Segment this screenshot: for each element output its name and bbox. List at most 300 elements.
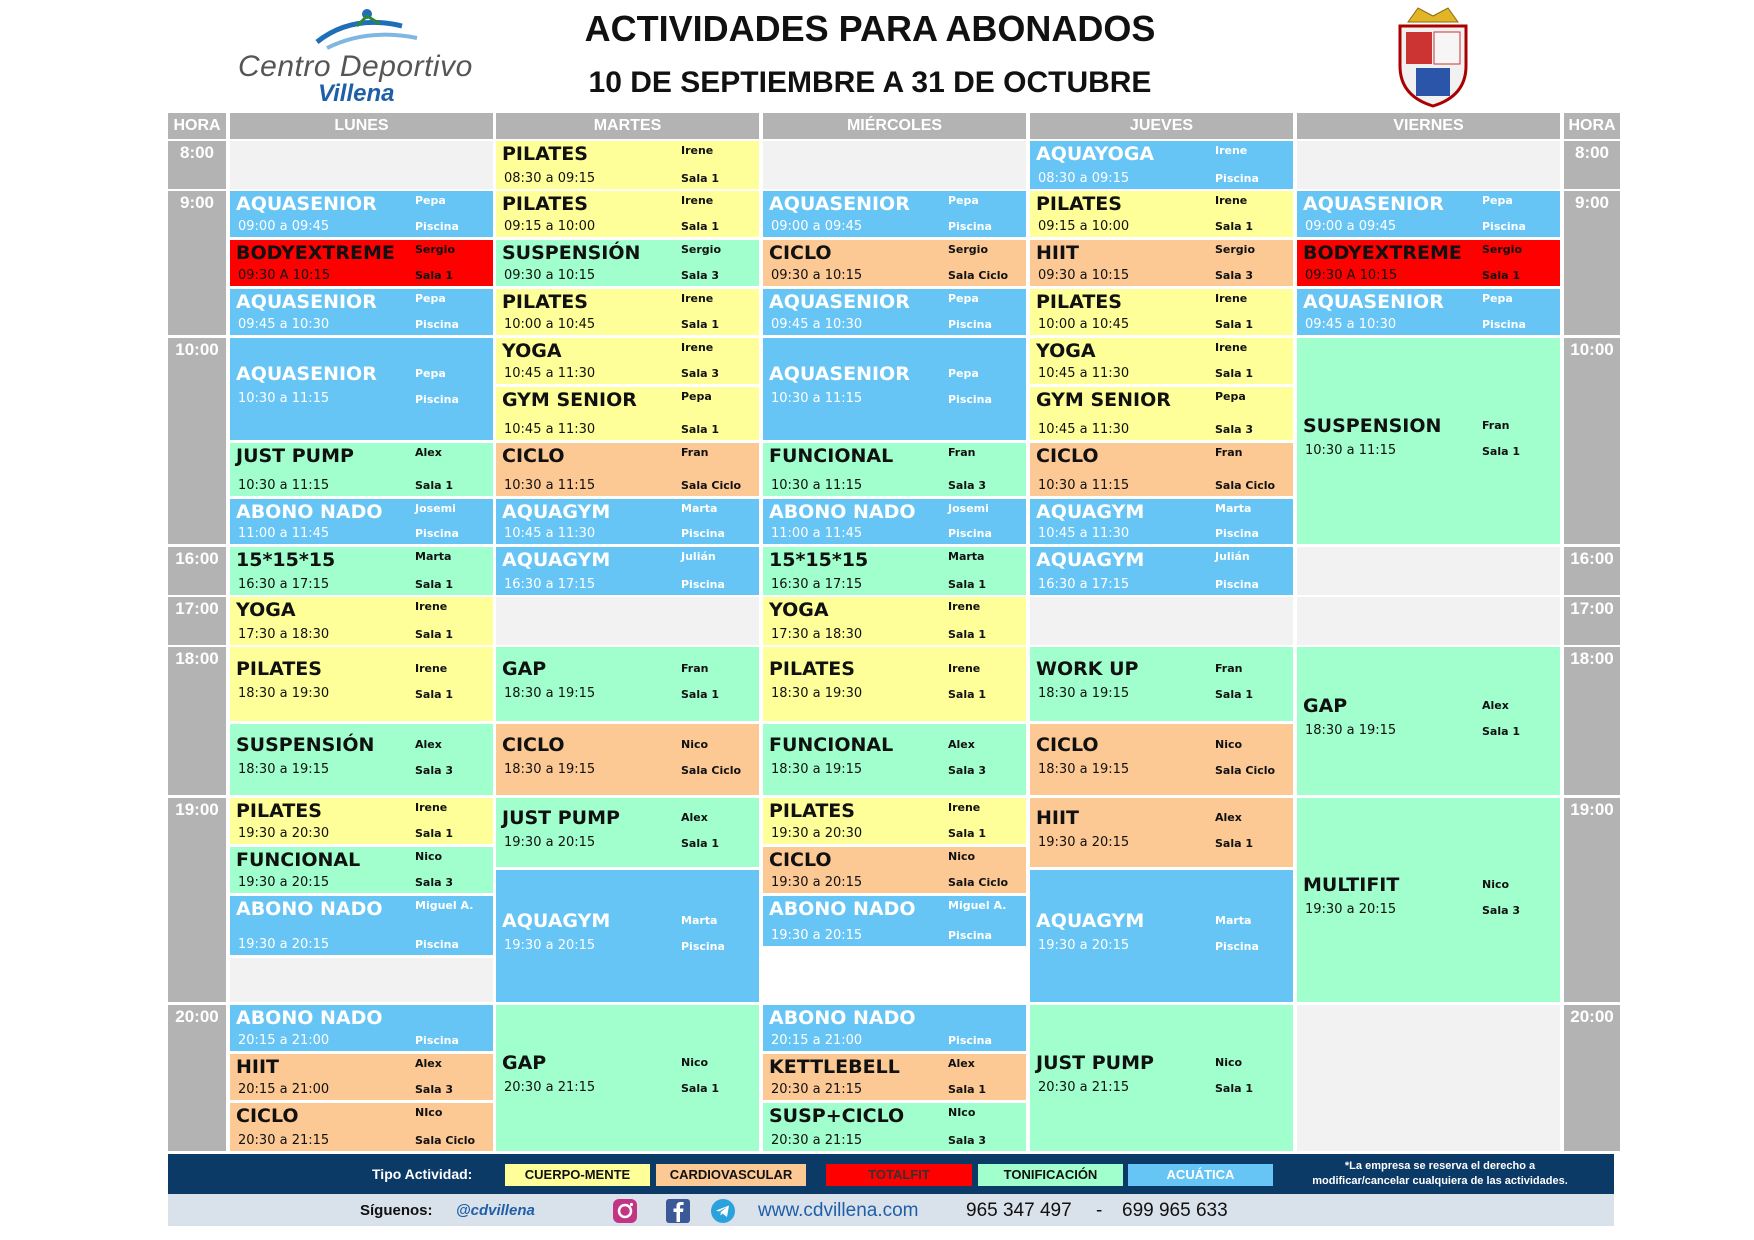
activity-room: Piscina (948, 393, 992, 406)
activity-name: YOGA (502, 340, 562, 362)
activity-block[interactable] (1030, 141, 1293, 189)
activity-instructor: Sergio (1482, 243, 1523, 256)
activity-instructor: Sergio (1215, 243, 1256, 256)
activity-instructor: Irene (1215, 292, 1248, 305)
coat-of-arms-icon (1388, 4, 1478, 108)
time-label-right: 17:00 (1564, 597, 1620, 645)
activity-time: 20:15 a 21:00 (238, 1082, 330, 1097)
legend-label: Tipo Actividad: (372, 1166, 473, 1182)
activity-name: JUST PUMP (502, 806, 620, 829)
activity-time: 09:30 A 10:15 (238, 268, 331, 283)
activity-instructor: Irene (681, 341, 714, 354)
activity-block[interactable] (496, 870, 759, 1002)
activity-block[interactable] (763, 499, 1026, 544)
activity-time: 10:00 a 10:45 (1038, 317, 1130, 332)
activity-room: Sala Ciclo (948, 269, 1009, 282)
column-header-hora-left: HORA (168, 113, 226, 139)
activity-name: AQUASENIOR (769, 363, 910, 385)
activity-block[interactable] (230, 798, 493, 844)
activity-instructor: Irene (415, 801, 448, 814)
activity-name: GYM SENIOR (502, 389, 637, 411)
activity-instructor: Marta (681, 914, 718, 927)
activity-instructor: Irene (681, 144, 714, 157)
activity-instructor: Irene (681, 194, 714, 207)
time-label-left: 20:00 (168, 1005, 226, 1151)
activity-name: YOGA (236, 599, 296, 621)
empty-slot (1297, 547, 1560, 595)
time-label-right: 18:00 (1564, 647, 1620, 795)
activity-room: Piscina (415, 393, 459, 406)
activity-instructor: Alex (681, 810, 708, 824)
website-link[interactable]: www.cdvillena.com (758, 1200, 919, 1221)
activity-room: Sala 1 (415, 688, 454, 701)
activity-room: Sala 1 (681, 836, 720, 850)
column-header-martes: MARTES (496, 113, 759, 139)
activity-time: 09:45 a 10:30 (1305, 317, 1397, 332)
activity-block[interactable] (1297, 289, 1560, 335)
activity-room: Piscina (948, 1034, 992, 1047)
activity-time: 20:30 a 21:15 (504, 1080, 596, 1095)
activity-room: Sala 3 (1482, 904, 1521, 917)
activity-name: JUST PUMP (236, 445, 354, 467)
activity-room: Sala 1 (1215, 1082, 1254, 1095)
activity-room: Sala 1 (1215, 220, 1254, 233)
legend-note-line1: *La empresa se reserva el derecho a (1344, 1160, 1536, 1172)
activity-time: 18:30 a 19:15 (504, 686, 596, 701)
activity-block[interactable] (230, 443, 493, 496)
activity-instructor: Fran (1215, 446, 1243, 459)
activity-time: 09:30 A 10:15 (1305, 268, 1398, 283)
activity-room: Piscina (681, 527, 725, 540)
activity-name: FUNCIONAL (236, 849, 361, 871)
facebook-icon[interactable] (665, 1198, 691, 1224)
activity-room: Piscina (415, 527, 459, 540)
activity-instructor: Fran (681, 662, 709, 675)
activity-time: 09:00 a 09:45 (238, 219, 330, 234)
activity-block[interactable] (1030, 724, 1293, 795)
activity-room: Sala Ciclo (1215, 479, 1276, 492)
activity-block[interactable] (496, 240, 759, 286)
activity-room: Piscina (1215, 940, 1259, 953)
activity-block[interactable] (496, 289, 759, 335)
activity-time: 18:30 a 19:15 (504, 761, 596, 777)
empty-slot (230, 141, 493, 189)
activity-block[interactable] (230, 547, 493, 595)
activity-block[interactable] (1297, 191, 1560, 237)
activity-time: 10:30 a 11:15 (238, 391, 330, 406)
activity-block[interactable] (1030, 338, 1293, 384)
activity-room: Piscina (1215, 527, 1259, 540)
activity-time: 18:30 a 19:15 (1305, 723, 1397, 738)
activity-block[interactable] (763, 724, 1026, 795)
activity-time: 19:30 a 20:15 (771, 928, 863, 943)
activity-name: AQUASENIOR (769, 193, 910, 215)
activity-room: Sala 1 (948, 628, 987, 641)
activity-name: 15*15*15 (236, 549, 336, 571)
page-subtitle: 10 DE SEPTIEMBRE A 31 DE OCTUBRE (588, 66, 1152, 99)
activity-room: Piscina (948, 318, 992, 331)
logo-line1: Centro Deportivo (238, 50, 473, 83)
activity-room: Sala Ciclo (948, 876, 1009, 889)
activity-instructor: Sergio (948, 243, 989, 256)
activity-instructor: Pepa (415, 292, 446, 305)
activity-room: Sala 3 (415, 763, 454, 777)
activity-room: Sala 1 (1215, 318, 1254, 331)
instagram-icon[interactable] (612, 1198, 638, 1224)
activity-time: 19:30 a 20:30 (771, 826, 863, 841)
activity-name: PILATES (1036, 193, 1122, 215)
column-header-hora-right: HORA (1564, 113, 1620, 139)
activity-name: GYM SENIOR (1036, 389, 1171, 411)
activity-instructor: Alex (948, 1057, 975, 1070)
activity-block[interactable] (1030, 798, 1293, 867)
activity-block[interactable] (763, 597, 1026, 645)
activity-instructor: Nico (681, 1056, 709, 1069)
activity-name: YOGA (1036, 340, 1096, 362)
activity-block[interactable] (763, 798, 1026, 844)
activity-block[interactable] (496, 798, 759, 867)
activity-time: 10:30 a 11:15 (504, 478, 596, 493)
empty-slot (763, 141, 1026, 189)
activity-instructor: Irene (948, 662, 981, 675)
activity-block[interactable] (763, 443, 1026, 496)
activity-name: AQUASENIOR (769, 291, 910, 313)
activity-instructor: Pepa (681, 390, 712, 403)
activity-block[interactable] (496, 338, 759, 384)
activity-room: Sala 3 (415, 1083, 454, 1096)
activity-time: 10:30 a 11:15 (771, 391, 863, 406)
activity-time: 10:45 a 11:30 (1038, 526, 1130, 541)
activity-room: Sala 3 (948, 479, 987, 492)
activity-name: SUSPENSIÓN (502, 242, 641, 264)
activity-room: Piscina (1215, 172, 1259, 185)
activity-time: 10:45 a 11:30 (504, 422, 596, 437)
empty-slot (1297, 1005, 1560, 1151)
activity-time: 19:30 a 20:15 (504, 938, 596, 953)
activity-room: Piscina (1482, 318, 1526, 331)
activity-room: Sala 1 (415, 479, 454, 492)
activity-instructor: Pepa (1482, 194, 1513, 207)
activity-block[interactable] (496, 547, 759, 595)
activity-time: 11:00 a 11:45 (238, 526, 330, 541)
activity-name: PILATES (769, 658, 855, 680)
activity-name: AQUAGYM (1036, 549, 1145, 571)
activity-instructor: Irene (1215, 341, 1248, 354)
activity-block[interactable] (230, 499, 493, 544)
activity-instructor: Sergio (681, 243, 722, 256)
activity-block[interactable] (1030, 387, 1293, 440)
activity-block[interactable] (1297, 647, 1560, 795)
activity-block[interactable] (1297, 240, 1560, 286)
activity-name: BODYEXTREME (1303, 242, 1462, 264)
activity-block[interactable] (230, 1054, 493, 1100)
time-label-right: 10:00 (1564, 338, 1620, 544)
activity-block[interactable] (763, 1054, 1026, 1100)
activity-time: 18:30 a 19:30 (771, 686, 863, 701)
activity-block[interactable] (496, 724, 759, 795)
activity-time: 19:30 a 20:15 (1038, 834, 1130, 850)
activity-block[interactable] (1030, 870, 1293, 1002)
activity-block[interactable] (1030, 1005, 1293, 1151)
activity-block[interactable] (230, 724, 493, 795)
activity-room: Sala 1 (415, 827, 454, 840)
activity-time: 19:30 a 20:30 (238, 826, 330, 841)
activity-block[interactable] (230, 289, 493, 335)
activity-time: 09:15 a 10:00 (504, 219, 596, 234)
activity-block[interactable] (1030, 547, 1293, 595)
activity-block[interactable] (1030, 240, 1293, 286)
activity-time: 09:45 a 10:30 (771, 317, 863, 332)
activity-block[interactable] (1030, 499, 1293, 544)
activity-room: Sala 1 (415, 628, 454, 641)
activity-room: Piscina (415, 1034, 459, 1047)
activity-time: 17:30 a 18:30 (238, 627, 330, 642)
activity-name: CICLO (236, 1105, 299, 1127)
activity-time: 11:00 a 11:45 (771, 526, 863, 541)
activity-instructor: Irene (681, 292, 714, 305)
activity-block[interactable] (763, 1005, 1026, 1051)
activity-block[interactable] (1297, 338, 1560, 544)
activity-name: MULTIFIT (1303, 874, 1400, 896)
activity-instructor: Josemi (415, 502, 456, 515)
empty-slot (1297, 141, 1560, 189)
activity-instructor: Pepa (415, 194, 446, 207)
activity-name: PILATES (502, 291, 588, 313)
activity-name: JUST PUMP (1036, 1052, 1154, 1074)
activity-time: 09:15 a 10:00 (1038, 219, 1130, 234)
activity-room: Piscina (415, 938, 459, 951)
activity-block[interactable] (230, 338, 493, 440)
activity-block[interactable] (1030, 647, 1293, 721)
time-label-left: 18:00 (168, 647, 226, 795)
activity-block[interactable] (763, 896, 1026, 946)
activity-time: 16:30 a 17:15 (504, 577, 596, 592)
time-label-right: 9:00 (1564, 191, 1620, 335)
activity-block[interactable] (230, 647, 493, 721)
activity-instructor: Pepa (948, 292, 979, 305)
activity-name: ABONO NADO (236, 1007, 383, 1029)
activity-name: AQUAGYM (502, 501, 611, 523)
activity-block[interactable] (1030, 289, 1293, 335)
page-title: ACTIVIDADES PARA ABONADOS (584, 8, 1156, 49)
time-label-left: 10:00 (168, 338, 226, 544)
activity-name: YOGA (769, 599, 829, 621)
activity-block[interactable] (1030, 191, 1293, 237)
activity-block[interactable] (230, 597, 493, 645)
activity-room: Piscina (415, 220, 459, 233)
activity-time: 10:30 a 11:15 (771, 478, 863, 493)
time-label-left: 19:00 (168, 798, 226, 1002)
activity-block[interactable] (1030, 443, 1293, 496)
telegram-icon[interactable] (710, 1198, 736, 1224)
activity-name: GAP (502, 1052, 547, 1074)
legend-cuerpo-mente: CUERPO-MENTE (505, 1164, 650, 1186)
activity-instructor: Irene (948, 600, 981, 613)
activity-instructor: NIco (948, 1106, 976, 1119)
legend-cardiovascular: CARDIOVASCULAR (656, 1164, 806, 1186)
activity-instructor: Josemi (948, 502, 989, 515)
activity-name: PILATES (1036, 291, 1122, 313)
activity-block[interactable] (496, 191, 759, 237)
legend-note-line2: modificar/cancelar cualquiera de las actividades. (1312, 1175, 1568, 1187)
activity-instructor: Irene (415, 662, 448, 675)
activity-time: 18:30 a 19:30 (238, 686, 330, 701)
activity-time: 19:30 a 20:15 (1305, 902, 1397, 917)
activity-block[interactable] (496, 141, 759, 189)
activity-instructor: Pepa (948, 194, 979, 207)
activity-instructor: Julián (681, 550, 716, 563)
activity-name: KETTLEBELL (769, 1056, 900, 1078)
activity-instructor: Nico (1215, 1056, 1243, 1069)
activity-name: WORK UP (1036, 658, 1139, 680)
activity-time: 18:30 a 19:15 (1038, 761, 1130, 777)
activity-room: Sala 1 (415, 578, 454, 591)
activity-name: ABONO NADO (769, 1007, 916, 1029)
activity-instructor: Marta (681, 502, 718, 515)
activity-time: 10:45 a 11:30 (504, 366, 596, 381)
activity-room: Sala 1 (1215, 688, 1254, 701)
activity-instructor: Julián (1215, 550, 1250, 563)
activity-block[interactable] (496, 443, 759, 496)
activity-instructor: Nico (681, 737, 709, 751)
activity-block[interactable] (763, 240, 1026, 286)
activity-block[interactable] (496, 1005, 759, 1151)
activity-block[interactable] (763, 647, 1026, 721)
activity-instructor: Irene (948, 801, 981, 814)
activity-block[interactable] (230, 240, 493, 286)
activity-room: Sala 1 (1215, 367, 1254, 380)
time-label-left: 9:00 (168, 191, 226, 335)
activity-room: Sala 3 (948, 763, 987, 777)
activity-block[interactable] (230, 896, 493, 955)
activity-name: CICLO (1036, 733, 1099, 756)
activity-room: Sala 3 (948, 1134, 987, 1147)
column-header-lunes: LUNES (230, 113, 493, 139)
activity-room: Sala 1 (948, 688, 987, 701)
activity-time: 10:30 a 11:15 (238, 478, 330, 493)
activity-name: PILATES (502, 193, 588, 215)
activity-room: Sala 1 (1482, 725, 1521, 738)
activity-room: Sala 1 (681, 220, 720, 233)
activity-instructor: Irene (415, 600, 448, 613)
activity-room: Sala 3 (681, 269, 720, 282)
activity-name: PILATES (236, 658, 322, 680)
activity-room: Piscina (948, 929, 992, 942)
activity-block[interactable] (763, 289, 1026, 335)
activity-block[interactable] (230, 847, 493, 893)
activity-block[interactable] (763, 847, 1026, 893)
activity-instructor: Nico (948, 850, 976, 863)
activity-block[interactable] (1297, 798, 1560, 1002)
activity-instructor: Pepa (1482, 292, 1513, 305)
activity-name: AQUASENIOR (1303, 291, 1444, 313)
activity-instructor: Fran (681, 446, 709, 459)
activity-room: Piscina (1482, 220, 1526, 233)
activity-instructor: Pepa (415, 367, 446, 380)
activity-time: 20:15 a 21:00 (771, 1033, 863, 1048)
activity-name: CICLO (769, 242, 832, 264)
activity-time: 16:30 a 17:15 (238, 577, 330, 592)
activity-block[interactable] (230, 191, 493, 237)
activity-name: AQUASENIOR (236, 291, 377, 313)
activity-room: Sala 1 (1215, 836, 1254, 850)
activity-name: AQUASENIOR (236, 363, 377, 385)
activity-block[interactable] (763, 338, 1026, 440)
activity-name: CICLO (502, 733, 565, 756)
activity-block[interactable] (763, 1103, 1026, 1151)
activity-name: AQUAYOGA (1036, 143, 1155, 165)
activity-room: Piscina (415, 318, 459, 331)
activity-room: Sala 1 (1482, 269, 1521, 282)
activity-block[interactable] (763, 191, 1026, 237)
activity-instructor: Nico (1215, 737, 1243, 751)
activity-room: Sala Ciclo (1215, 763, 1276, 777)
activity-name: PILATES (236, 800, 322, 822)
activity-room: Sala 1 (948, 578, 987, 591)
time-label-left: 17:00 (168, 597, 226, 645)
activity-instructor: Nico (415, 850, 443, 863)
activity-name: ABONO NADO (236, 898, 383, 920)
activity-time: 17:30 a 18:30 (771, 627, 863, 642)
activity-instructor: NIco (415, 1106, 443, 1119)
activity-room: Sala 3 (1215, 423, 1254, 436)
activity-instructor: Fran (1482, 419, 1510, 432)
activity-block[interactable] (496, 499, 759, 544)
activity-block[interactable] (230, 1103, 493, 1151)
activity-room: Sala 3 (415, 876, 454, 889)
activity-room: Sala Ciclo (681, 763, 742, 777)
activity-instructor: Marta (1215, 502, 1252, 515)
activity-name: HIIT (1036, 806, 1080, 829)
empty-slot (1297, 597, 1560, 645)
empty-slot (230, 958, 493, 1002)
social-handle-link[interactable]: @cdvillena (456, 1202, 535, 1219)
activity-block[interactable] (230, 1005, 493, 1051)
activity-name: HIIT (236, 1056, 280, 1078)
activity-name: AQUASENIOR (236, 193, 377, 215)
column-header-miercoles: MIÉRCOLES (763, 113, 1026, 139)
activity-time: 20:30 a 21:15 (1038, 1080, 1130, 1095)
activity-time: 16:30 a 17:15 (771, 577, 863, 592)
activity-block[interactable] (496, 647, 759, 721)
activity-room: Sala 1 (681, 318, 720, 331)
activity-name: CICLO (502, 445, 565, 467)
activity-name: SUSP+CICLO (769, 1105, 905, 1127)
activity-instructor: Irene (1215, 144, 1248, 157)
activity-room: Sala 1 (681, 423, 720, 436)
activity-instructor: Alex (1215, 810, 1242, 824)
activity-name: AQUAGYM (1036, 501, 1145, 523)
activity-time: 18:30 a 19:15 (771, 761, 863, 777)
activity-time: 16:30 a 17:15 (1038, 577, 1130, 592)
activity-instructor: Alex (948, 737, 975, 751)
activity-block[interactable] (496, 387, 759, 440)
activity-time: 18:30 a 19:15 (1038, 686, 1130, 701)
activity-time: 20:30 a 21:15 (771, 1082, 863, 1097)
activity-instructor: Marta (415, 550, 452, 563)
activity-time: 10:45 a 11:30 (1038, 366, 1130, 381)
activity-name: PILATES (502, 143, 588, 165)
activity-instructor: Fran (1215, 662, 1243, 675)
activity-instructor: Alex (1482, 699, 1509, 712)
time-label-right: 19:00 (1564, 798, 1620, 1002)
activity-time: 10:45 a 11:30 (1038, 422, 1130, 437)
time-label-left: 16:00 (168, 547, 226, 595)
activity-block[interactable] (763, 547, 1026, 595)
activity-room: Piscina (948, 220, 992, 233)
activity-room: Sala 3 (681, 367, 720, 380)
activity-name: ABONO NADO (236, 501, 383, 523)
